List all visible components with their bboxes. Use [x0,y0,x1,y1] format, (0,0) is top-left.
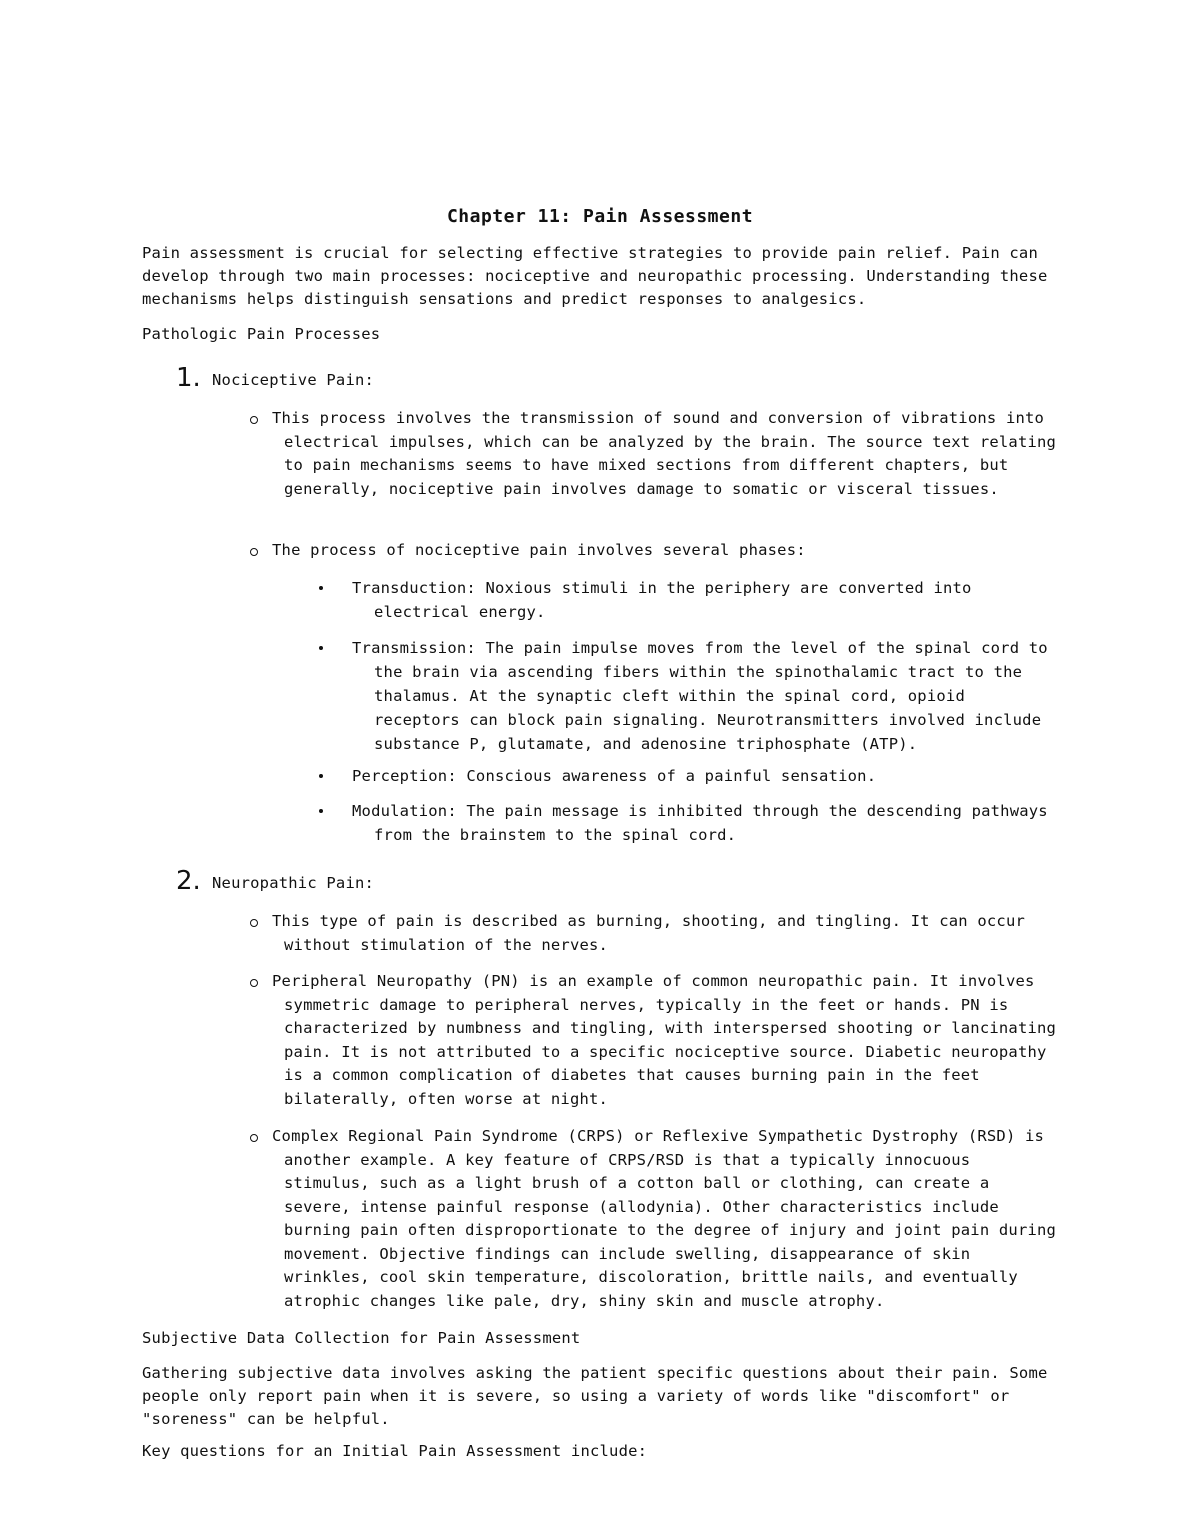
phase-text: Modulation: The pain message is inhibited through the descending pathways from the brainstem to the spinal cord. [352,802,1048,844]
hollow-bullet-icon [250,919,258,927]
subjective-paragraph: Gathering subjective data involves asking the patient specific questions about their pain. Some people only report pain when it is severe, so using a variety of words like "discomfort" or "soreness" can be helpful. [142,1364,1048,1428]
phase-item-modulation [316,799,1056,847]
sub-list-item [246,910,1058,957]
list-item-label: Neuropathic Pain: [212,874,375,892]
sub-list-text: The process of nociceptive pain involves several phases: [272,541,806,559]
phase-text: Transmission: The pain impulse moves from the level of the spinal cord to the brain via ascending fibers within the spinothalamic tract to the thalamus. At the synaptic cleft within the spinal cord, opioid receptors can block pain signaling. Neurotransmitters involved include substance P, glutamate, and adenosine triphosphate (ATP). [352,639,1048,753]
intro-paragraph: Pain assessment is crucial for selecting effective strategies to provide pain relief. Pain can develop through two main processes: nociceptive and neuropathic processing. Understanding these mechanisms helps distinguish sensations and predict responses to analgesics. [142,244,1048,308]
phase-item-transduction [316,576,1056,624]
phase-text: Transduction: Noxious stimuli in the periphery are converted into electrical energy. [352,579,972,621]
phase-text: Perception: Conscious awareness of a painful sensation. [352,767,877,785]
hollow-bullet-icon [250,979,258,987]
hollow-bullet-icon [250,548,258,556]
list-number: 2. [176,866,201,896]
section-heading-key-questions: Key questions for an Initial Pain Assessment include: [142,1442,648,1460]
phase-item-transmission [316,636,1056,756]
bullet-icon [319,809,323,813]
page-title: Chapter 11: Pain Assessment [446,206,754,227]
bullet-icon [319,646,323,650]
bullet-icon [319,774,323,778]
sub-list-text: This process involves the transmission of sound and conversion of vibrations into electrical impulses, which can be analyzed by the brain. The source text relating to pain mechanisms seems to have mixed sections from different chapters, but generally, nociceptive pain involves damage to somatic or visceral tissues. [272,409,1057,498]
hollow-bullet-icon [250,416,258,424]
sub-list-text: Complex Regional Pain Syndrome (CRPS) or Reflexive Sympathetic Dystrophy (RSD) is another example. A key feature of CRPS/RSD is that a typically innocuous stimulus, such as a light brush of a cotton ball or clothing, can create a severe, intense painful response (allodynia). Other characteristics include burning pain often disproportionate to the degree of injury and joint pain during movement. Objective findings can include swelling, disappearance of skin wrinkles, cool skin temperature, discoloration, brittle nails, and eventually atrophic changes like pale, dry, shiny skin and muscle atrophy. [272,1127,1057,1310]
section-heading-subjective: Subjective Data Collection for Pain Assessment [142,1329,581,1347]
sub-list-item [246,539,1058,563]
list-item-label: Nociceptive Pain: [212,371,375,389]
hollow-bullet-icon [250,1134,258,1142]
bullet-icon [319,586,323,590]
sub-list-text: Peripheral Neuropathy (PN) is an example of common neuropathic pain. It involves symmetric damage to peripheral nerves, typically in the feet or hands. PN is characterized by numbness and tingling, with interspersed shooting or lancinating pain. It is not attributed to a specific nociceptive source. Diabetic neuropathy is a common complication of diabetes that causes burning pain in the feet bilaterally, often worse at night. [272,972,1057,1108]
sub-list-item [246,1125,1058,1313]
list-number: 1. [176,363,201,393]
sub-list-item [246,407,1058,501]
section-heading-pathologic: Pathologic Pain Processes [142,325,381,343]
sub-list-item [246,970,1058,1111]
phase-item-perception [316,764,1056,788]
sub-list-text: This type of pain is described as burning, shooting, and tingling. It can occur without stimulation of the nerves. [272,912,1026,954]
